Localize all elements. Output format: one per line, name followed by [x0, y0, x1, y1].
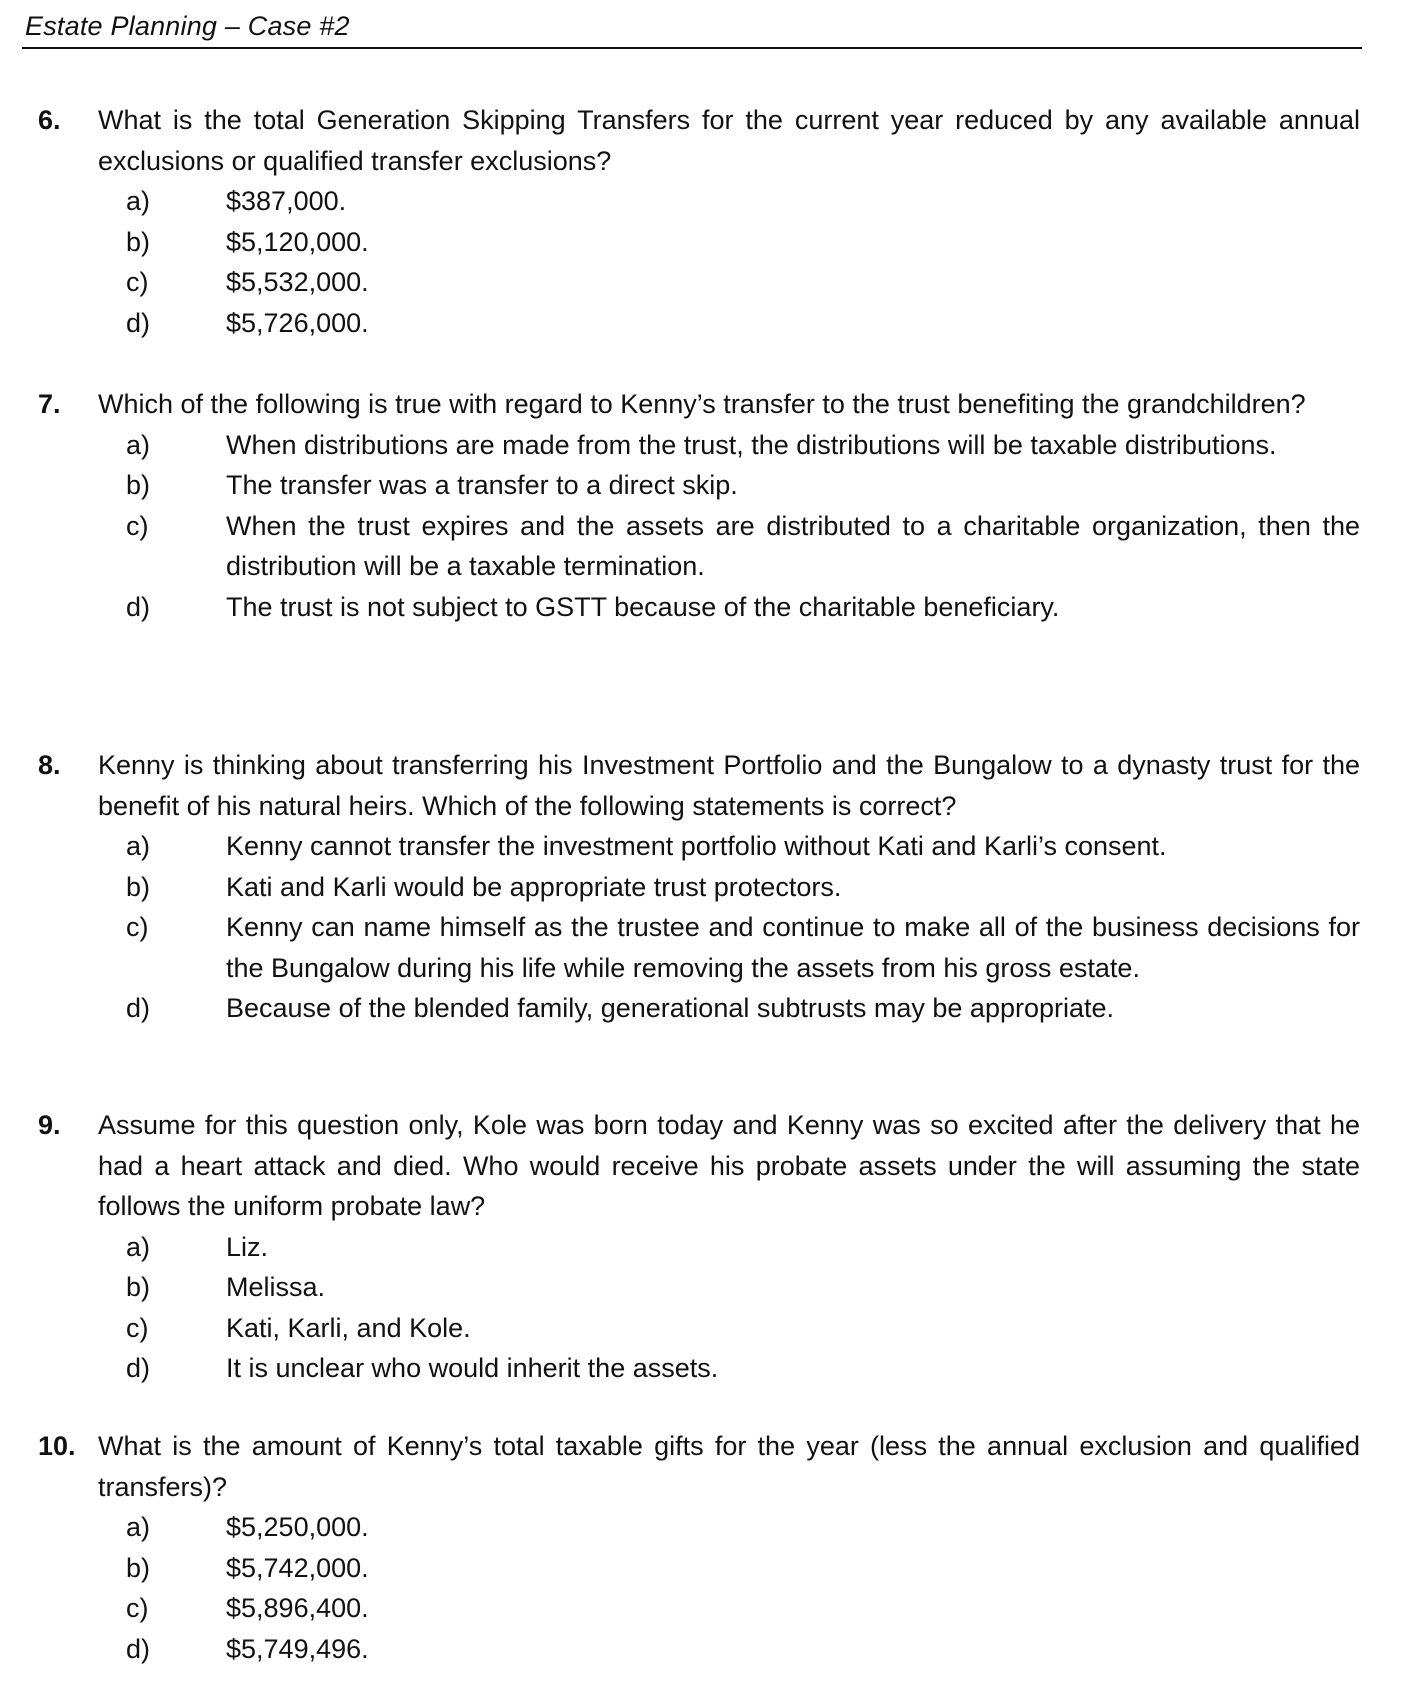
answer-option — [38, 1629, 1360, 1670]
answer-option — [38, 222, 1360, 263]
option-letter: b) — [126, 470, 151, 500]
question-6 — [38, 100, 1360, 343]
question-text: What is the total Generation Skipping Transfers for the current year reduced by any available annual exclusions or qualified transfer exclusions? — [98, 105, 1360, 176]
question-9 — [38, 1105, 1360, 1389]
page-header-title: Estate Planning – Case #2 — [25, 11, 350, 41]
answer-options — [38, 1507, 1360, 1669]
option-letter: c) — [126, 510, 149, 541]
option-letter: a) — [126, 1231, 151, 1262]
answer-option — [38, 425, 1360, 466]
option-letter: c) — [126, 912, 149, 942]
answer-options — [38, 181, 1360, 343]
option-text: Melissa. — [226, 1272, 326, 1302]
option-text: $5,726,000. — [226, 307, 369, 338]
option-text: $5,749,496. — [226, 1633, 369, 1664]
option-text: When distributions are made from the trust, the distributions will be taxable distributions. — [226, 429, 1277, 460]
answer-option — [38, 303, 1360, 344]
answer-options — [38, 425, 1360, 628]
answer-option — [38, 988, 1360, 1029]
header-divider — [22, 47, 1362, 49]
option-text: $5,896,400. — [226, 1593, 369, 1623]
option-letter: d) — [126, 1353, 151, 1383]
question-number: 9. — [38, 1110, 61, 1140]
option-letter: c) — [126, 267, 149, 297]
option-letter: a) — [126, 429, 151, 460]
option-text: $5,120,000. — [226, 226, 369, 257]
answer-option — [38, 826, 1360, 867]
option-letter: c) — [126, 1593, 149, 1623]
option-letter: a) — [126, 831, 151, 861]
answer-option — [38, 1548, 1360, 1589]
option-text: $5,250,000. — [226, 1512, 369, 1542]
question-text: Kenny is thinking about transferring his Investment Portfolio and the Bungalow to a dynasty trust for the benefit of his natural heirs. Which of the following statements is correct? — [98, 750, 1360, 821]
answer-option — [38, 1227, 1360, 1268]
option-letter: b) — [126, 226, 151, 257]
option-text: Kenny cannot transfer the investment portfolio without Kati and Karli’s consent. — [226, 831, 1167, 861]
answer-option — [38, 907, 1360, 988]
answer-option — [38, 867, 1360, 908]
answer-option — [38, 1588, 1360, 1629]
option-letter: a) — [126, 1512, 151, 1542]
option-letter: d) — [126, 1633, 151, 1664]
answer-options — [38, 1227, 1360, 1389]
option-text: It is unclear who would inherit the assets. — [226, 1353, 719, 1383]
option-letter: b) — [126, 1552, 151, 1583]
answer-option — [38, 1308, 1360, 1349]
answer-option — [38, 587, 1360, 628]
answer-options — [38, 826, 1360, 1029]
answer-option — [38, 181, 1360, 222]
question-number: 10. — [38, 1431, 76, 1461]
option-text: $5,532,000. — [226, 267, 369, 297]
option-letter: d) — [126, 591, 151, 622]
question-text: Which of the following is true with regard to Kenny’s transfer to the trust benefiting the grandchildren? — [98, 389, 1306, 419]
option-letter: d) — [126, 993, 151, 1023]
answer-option — [38, 1507, 1360, 1548]
option-text: The trust is not subject to GSTT because of the charitable beneficiary. — [226, 591, 1060, 622]
question-10 — [38, 1426, 1360, 1669]
option-text: When the trust expires and the assets are distributed to a charitable organization, then the distribution will be a taxable termination. — [226, 510, 1360, 581]
answer-option — [38, 506, 1360, 587]
option-text: The transfer was a transfer to a direct skip. — [226, 470, 738, 500]
option-letter: b) — [126, 1272, 151, 1302]
option-text: $387,000. — [226, 186, 347, 216]
answer-option — [38, 1267, 1360, 1308]
question-number: 7. — [38, 389, 61, 419]
option-letter: b) — [126, 871, 151, 902]
option-letter: d) — [126, 307, 151, 338]
question-number: 6. — [38, 105, 61, 135]
question-8 — [38, 745, 1360, 1029]
option-letter: c) — [126, 1312, 149, 1343]
option-text: Kati, Karli, and Kole. — [226, 1312, 471, 1343]
option-text: $5,742,000. — [226, 1552, 369, 1583]
option-text: Liz. — [226, 1231, 269, 1262]
answer-option — [38, 1348, 1360, 1389]
question-text: What is the amount of Kenny’s total taxable gifts for the year (less the annual exclusion and qualified transfers)? — [98, 1431, 1360, 1502]
answer-option — [38, 262, 1360, 303]
question-text: Assume for this question only, Kole was born today and Kenny was so excited after the delivery that he had a heart attack and died. Who would receive his probate assets under the will assuming the state follows the uniform probate law? — [98, 1110, 1360, 1221]
question-number: 8. — [38, 750, 61, 780]
option-text: Kenny can name himself as the trustee and continue to make all of the business decisions for the Bungalow during his life while removing the assets from his gross estate. — [226, 912, 1360, 983]
option-letter: a) — [126, 186, 151, 216]
answer-option — [38, 465, 1360, 506]
question-7 — [38, 384, 1360, 627]
option-text: Kati and Karli would be appropriate trust protectors. — [226, 871, 842, 902]
option-text: Because of the blended family, generational subtrusts may be appropriate. — [226, 993, 1115, 1023]
